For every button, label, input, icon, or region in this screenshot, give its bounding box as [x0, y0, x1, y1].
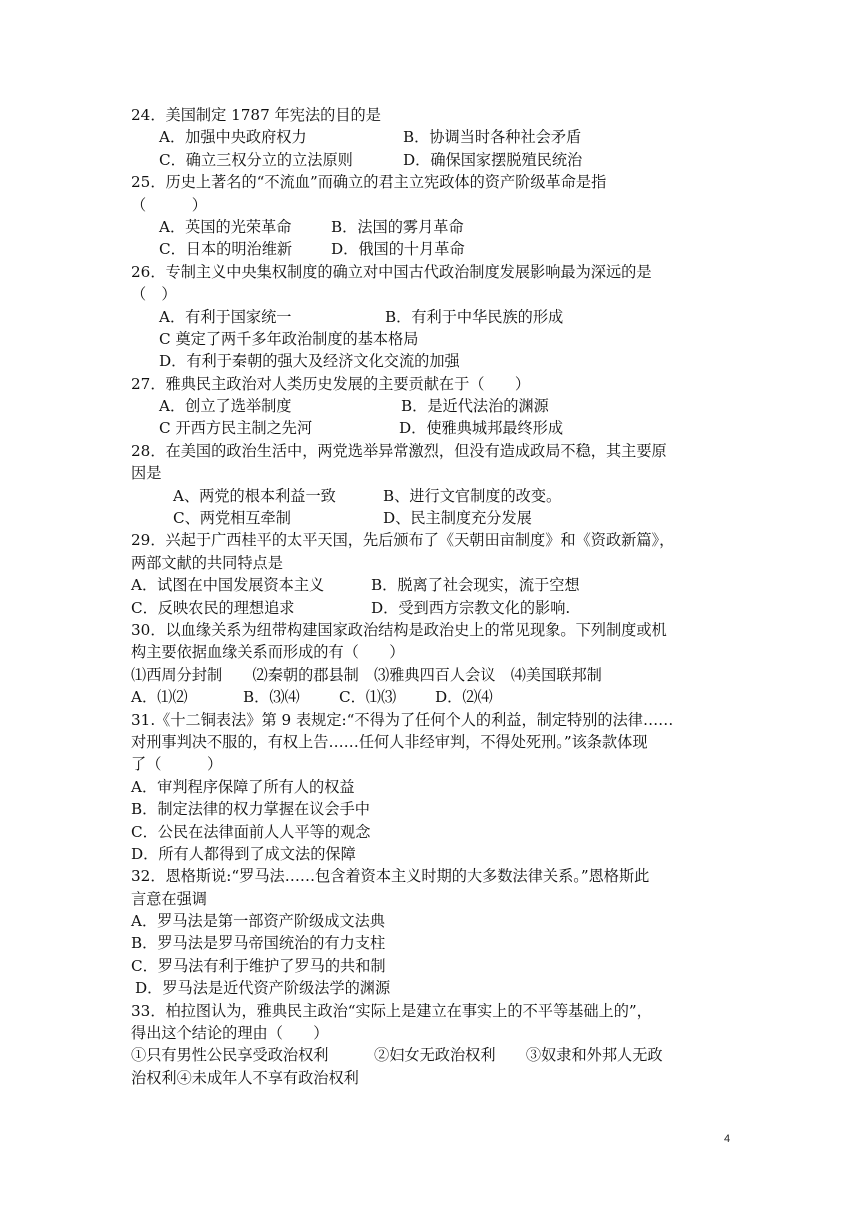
option-b: B．协调当时各种社会矛盾: [403, 128, 582, 147]
question-28-stem-cont: 因是: [131, 464, 162, 483]
question-25-options-row-2: [131, 238, 741, 260]
question-29-options-row-1: [131, 574, 741, 596]
question-26-option-d: D．有利于秦朝的强大及经济文化交流的加强: [159, 352, 460, 371]
question-33-items: ①只有男性公民享受政治权利 ②妇女无政治权利 ③奴隶和外邦人无政: [131, 1046, 663, 1065]
question-32-stem-cont: 言意在强调: [131, 889, 207, 908]
option-a: A．⑴⑵: [131, 688, 188, 707]
page-number: 4: [724, 1133, 731, 1145]
option-a: A．试图在中国发展资本主义: [131, 576, 325, 595]
question-32-option-b: B．罗马法是罗马帝国统治的有力支柱: [131, 934, 386, 953]
question-33-stem-cont: 得出这个结论的理由（ ）: [131, 1024, 329, 1043]
question-25-options-row-1: [131, 216, 741, 238]
option-c: C．日本的明治维新: [159, 240, 293, 259]
option-b: B．⑶⑷: [243, 688, 300, 707]
question-24-options-row-1: [131, 126, 741, 148]
option-d: D．使雅典城邦最终形成: [399, 419, 564, 438]
question-32-option-d: D．罗马法是近代资产阶级法学的渊源: [135, 979, 391, 998]
option-c: C 开西方民主制之先河: [159, 419, 313, 438]
question-24-stem: 24．美国制定 1787 年宪法的目的是: [131, 106, 381, 124]
option-b: B、进行文官制度的改变。: [383, 486, 562, 505]
option-b: B．脱离了社会现实，流于空想: [371, 576, 580, 595]
question-25-blank: （ ）: [131, 195, 207, 214]
option-c: C、两党相互牵制: [173, 509, 291, 528]
question-31-option-a: A．审判程序保障了所有人的权益: [131, 777, 355, 796]
option-d: D．受到西方宗教文化的影响.: [371, 598, 571, 617]
option-d: D、民主制度充分发展: [383, 509, 532, 528]
option-a: A．有利于国家统一: [159, 307, 292, 326]
option-c: C．确立三权分立的立法原则: [159, 150, 353, 169]
question-27-options-row-1: [131, 395, 741, 417]
question-26-blank: （ ）: [131, 285, 177, 304]
option-b: B．是近代法治的渊源: [401, 397, 549, 416]
question-28-options-row-1: [131, 485, 741, 507]
option-a: A、两党的根本利益一致: [173, 486, 336, 505]
option-a: A．英国的光荣革命: [159, 217, 292, 236]
option-b: B．法国的雾月革命: [331, 217, 464, 236]
question-32-option-a: A．罗马法是第一部资产阶级成文法典: [131, 912, 385, 931]
question-25-stem: 25．历史上著名的“不流血”而确立的君主立宪政体的资产阶级革命是指: [131, 173, 607, 192]
question-27-options-row-2: [131, 417, 741, 439]
question-27-stem: 27．雅典民主政治对人类历史发展的主要贡献在于（ ）: [131, 374, 531, 393]
question-28-stem: 28．在美国的政治生活中，两党选举异常激烈，但没有造成政局不稳，其主要原: [131, 441, 667, 460]
question-31-option-c: C．公民在法律面前人人平等的观念: [131, 822, 371, 841]
question-31-option-d: D．所有人都得到了成文法的保障: [131, 844, 356, 863]
option-a: A．创立了选举制度: [159, 397, 292, 416]
option-d: D．俄国的十月革命: [331, 240, 465, 259]
question-30-items: ⑴西周分封制 ⑵秦朝的郡县制 ⑶雅典四百人会议 ⑷美国联邦制: [131, 665, 602, 684]
option-d: D．确保国家摆脱殖民统治: [403, 150, 583, 169]
option-b: B．有利于中华民族的形成: [385, 307, 564, 326]
question-33-stem: 33．柏拉图认为，雅典民主政治“实际上是建立在事实上的不平等基础上的”，: [131, 1001, 652, 1020]
question-32-option-c: C．罗马法有利于维护了罗马的共和制: [131, 956, 386, 975]
question-29-stem-cont: 两部文献的共同特点是: [131, 553, 283, 572]
question-29-options-row-2: [131, 597, 741, 619]
question-31-blank: 了（ ）: [131, 755, 223, 774]
question-29-stem: 29．兴起于广西桂平的太平天国，先后颁布了《天朝田亩制度》和《资政新篇》，: [131, 531, 675, 550]
question-list: [131, 104, 741, 1089]
question-31-stem: 31.《十二铜表法》第 9 表规定:“不得为了任何个人的利益，制定特别的法律……: [131, 710, 674, 729]
option-a: A．加强中央政府权力: [159, 128, 307, 147]
question-32-stem: 32．恩格斯说:“罗马法……包含着资本主义时期的大多数法律关系。”恩格斯此: [131, 867, 650, 886]
question-30-options: [131, 686, 741, 708]
question-28-options-row-2: [131, 507, 741, 529]
option-c: C．⑴⑶: [339, 688, 397, 707]
question-26-option-c: C 奠定了两千多年政治制度的基本格局: [159, 329, 419, 348]
question-31-stem-cont: 对刑事判决不服的，有权上告……任何人非经审判，不得处死刑。”该条款体现: [131, 732, 648, 751]
question-30-stem: 30．以血缘关系为纽带构建国家政治结构是政治史上的常见现象。下列制度或机: [131, 620, 667, 639]
question-26-stem: 26．专制主义中央集权制度的确立对中国古代政治制度发展影响最为深远的是: [131, 262, 652, 281]
question-33-items-cont: 治权利④未成年人不享有政治权利: [131, 1068, 359, 1087]
question-30-stem-cont: 构主要依据血缘关系而形成的有（ ）: [131, 643, 405, 662]
question-26-options-row-1: [131, 306, 741, 328]
question-24-options-row-2: [131, 149, 741, 171]
question-31-option-b: B．制定法律的权力掌握在议会手中: [131, 800, 370, 819]
option-c: C．反映农民的理想追求: [131, 598, 295, 617]
option-d: D．⑵⑷: [435, 688, 493, 707]
